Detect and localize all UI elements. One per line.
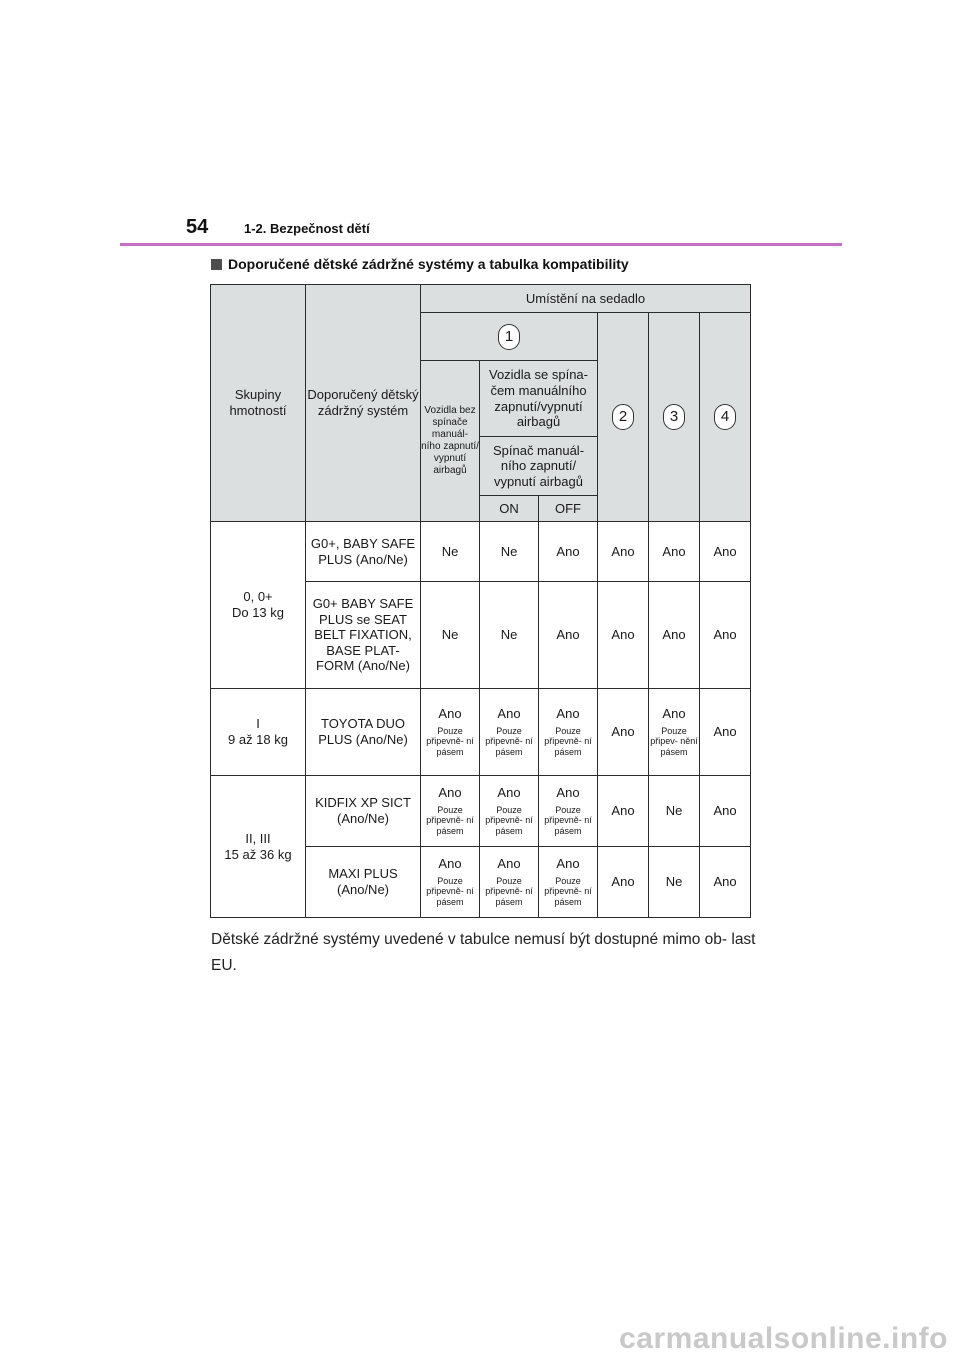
value-cell: Ne <box>480 522 539 582</box>
value-cell: Ano <box>598 689 649 776</box>
seat-number-1: 1 <box>498 324 520 350</box>
footnote: Dětské zádržné systémy uvedené v tabulce nemusí být dostupné mimo ob- last EU. <box>211 931 756 974</box>
seat-number-2: 2 <box>612 404 634 430</box>
seat-2-header <box>598 313 649 522</box>
value-cell: Ano <box>700 776 751 847</box>
value-cell <box>480 776 539 847</box>
table-row <box>211 522 751 582</box>
value-cell: Ano <box>649 522 700 582</box>
system-cell: G0+, BABY SAFE PLUS (Ano/Ne) <box>306 522 421 582</box>
value-cell <box>649 689 700 776</box>
value-cell <box>421 847 480 918</box>
watermark: carmanualsonline.info <box>619 1322 948 1355</box>
value-text: Ano <box>438 706 462 721</box>
belt-note: Pouze připevně- ní pásem <box>426 725 474 758</box>
header-seat-position: Umístění na sedadlo <box>421 285 751 313</box>
value-cell: Ano <box>598 582 649 689</box>
value-cell: Ano <box>700 689 751 776</box>
belt-note: Pouze připev- nění pásem <box>650 725 698 758</box>
system-cell: MAXI PLUS (Ano/Ne) <box>306 847 421 918</box>
compatibility-table <box>210 284 751 918</box>
system-cell: TOYOTA DUO PLUS (Ano/Ne) <box>306 689 421 776</box>
value-cell: Ano <box>539 522 598 582</box>
value-cell: Ano <box>539 582 598 689</box>
value-text: Ano <box>438 856 462 871</box>
value-text: Ano <box>497 706 521 721</box>
group-cell: II, III 15 až 36 kg <box>211 776 306 918</box>
belt-note: Pouze připevně- ní pásem <box>485 804 533 837</box>
value-cell: Ano <box>649 582 700 689</box>
system-cell: G0+ BABY SAFE PLUS se SEAT BELT FIXATION, BASE PLAT- FORM (Ano/Ne) <box>306 582 421 689</box>
value-cell: Ne <box>480 582 539 689</box>
header-off: OFF <box>539 496 598 522</box>
section-header: 1-2. Bezpečnost dětí <box>244 221 370 236</box>
value-cell: Ne <box>421 522 480 582</box>
table-row <box>211 689 751 776</box>
page-number: 54 <box>186 216 209 238</box>
value-cell <box>539 847 598 918</box>
belt-note: Pouze připevně- ní pásem <box>485 725 533 758</box>
value-cell: Ano <box>598 776 649 847</box>
value-text: Ano <box>497 785 521 800</box>
value-text: Ano <box>556 785 580 800</box>
value-cell <box>480 847 539 918</box>
belt-note: Pouze připevně- ní pásem <box>426 875 474 908</box>
belt-note: Pouze připevně- ní pásem <box>426 804 474 837</box>
value-cell: Ne <box>649 776 700 847</box>
group-cell: 0, 0+ Do 13 kg <box>211 522 306 689</box>
value-cell: Ano <box>700 582 751 689</box>
belt-note: Pouze připevně- ní pásem <box>485 875 533 908</box>
section-title <box>211 256 629 272</box>
value-cell: Ano <box>598 522 649 582</box>
seat-3-header <box>649 313 700 522</box>
value-cell <box>480 689 539 776</box>
value-text: Ano <box>438 785 462 800</box>
value-text: Ano <box>556 856 580 871</box>
table-row <box>211 776 751 847</box>
value-cell <box>539 776 598 847</box>
header-recommended-system: Doporučený dětský zádržný systém <box>306 285 421 522</box>
header-no-switch: Vozidla bez spínače manuál- ního zapnutí/ vypnutí airbagů <box>421 361 480 522</box>
seat-number-4: 4 <box>714 404 736 430</box>
square-bullet-icon <box>211 259 222 270</box>
header-weight-groups: Skupiny hmotností <box>211 285 306 522</box>
system-cell: KIDFIX XP SICT (Ano/Ne) <box>306 776 421 847</box>
value-cell: Ano <box>598 847 649 918</box>
header-with-switch: Vozidla se spína- čem manuálního zapnutí/vypnutí airbagů <box>480 361 598 437</box>
value-text: Ano <box>556 706 580 721</box>
value-cell: Ne <box>649 847 700 918</box>
belt-note: Pouze připevně- ní pásem <box>544 804 592 837</box>
value-cell: Ano <box>700 522 751 582</box>
belt-note: Pouze připevně- ní pásem <box>544 875 592 908</box>
value-cell: Ano <box>700 847 751 918</box>
seat-number-3: 3 <box>663 404 685 430</box>
header-on: ON <box>480 496 539 522</box>
value-cell <box>539 689 598 776</box>
value-cell <box>421 776 480 847</box>
value-cell <box>421 689 480 776</box>
value-text: Ano <box>662 706 686 721</box>
seat-4-header <box>700 313 751 522</box>
group-cell: I 9 až 18 kg <box>211 689 306 776</box>
seat-1-header <box>421 313 598 361</box>
header-divider <box>120 243 842 246</box>
belt-note: Pouze připevně- ní pásem <box>544 725 592 758</box>
value-cell: Ne <box>421 582 480 689</box>
value-text: Ano <box>497 856 521 871</box>
section-title-text: Doporučené dětské zádržné systémy a tabulka kompatibility <box>228 256 629 272</box>
header-switch: Spínač manuál- ního zapnutí/ vypnutí airbagů <box>480 437 598 496</box>
